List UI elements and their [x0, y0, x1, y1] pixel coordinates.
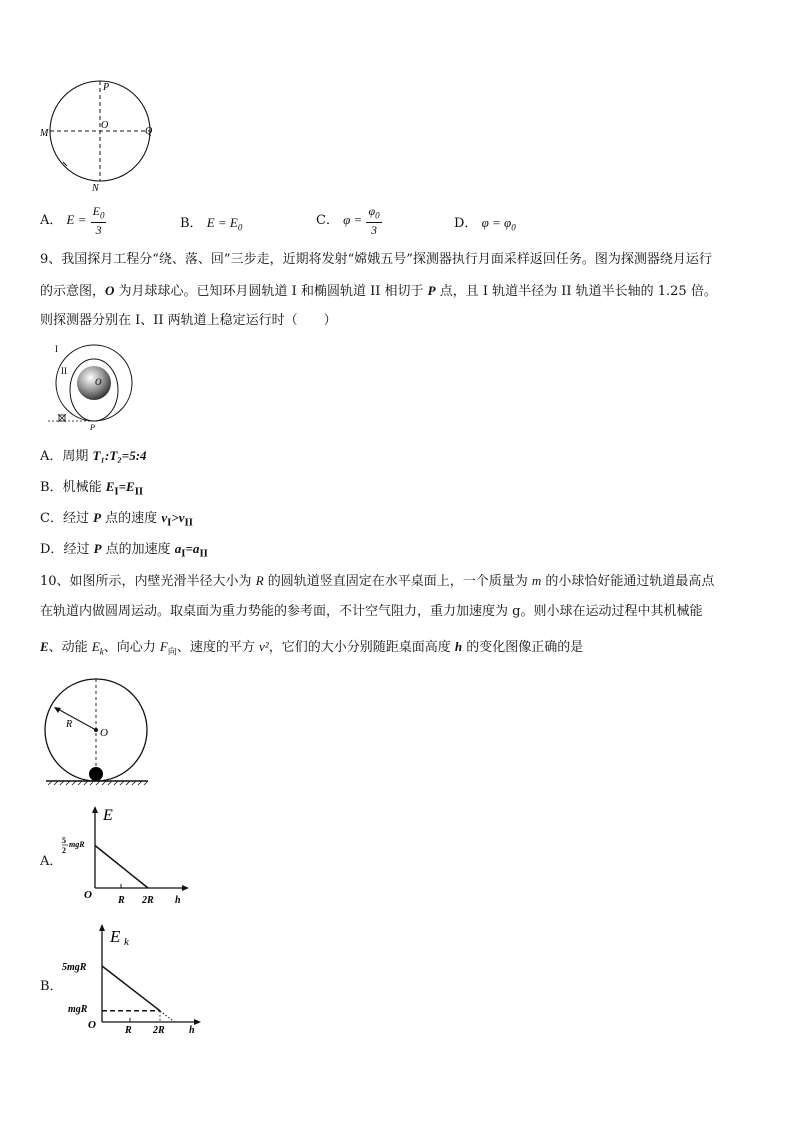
- q8-label-p: P: [103, 82, 110, 93]
- graph-a-x-arrow-icon: [182, 885, 189, 891]
- q8-option-b-expr: E = E: [206, 215, 238, 230]
- q8-option-d: D． $\varphi = \varphi_0$: [454, 215, 516, 233]
- q10-radius-line: [56, 708, 96, 730]
- graph-a-y-label: E: [103, 807, 113, 824]
- q8-option-c-lhs: φ =: [343, 212, 363, 228]
- q10-label-r: R: [66, 719, 73, 730]
- graph-a-letter: A．: [40, 854, 63, 869]
- graph-b-y-tick-5mgr: 5mgR: [62, 962, 87, 973]
- q9-option-a: A．周期 T₁:T₂=5:4: [40, 448, 147, 464]
- graph-a-y-tick: mgR: [69, 840, 85, 849]
- q9-stem-line2: 的示意图，O 为月球球心。已知环月圆轨道 I 和椭圆轨道 II 相切于 P 点，且 I 轨道半径为 II 轨道半长轴的 1.25 倍。: [40, 283, 717, 299]
- graph-b-origin: O: [88, 1019, 96, 1031]
- q8-option-a-letter: A．: [40, 213, 63, 229]
- graph-b-y-tick-mgr: mgR: [68, 1004, 88, 1015]
- q10-stem-line2: 在轨道内做圆周运动。取桌面为重力势能的参考面，不计空气阻力，重力加速度为 g。则小球在运动过程中其机械能: [40, 604, 703, 619]
- q10-stem-line1: 10、如图所示，内壁光滑半径大小为 R 的圆轨道竖直固定在水平桌面上，一个质量为 m 的小球恰好能通过轨道最高点: [40, 573, 715, 589]
- q8-option-c-letter: C．: [316, 213, 339, 229]
- q9-stem-line3: 则探测器分别在 I、II 两轨道上稳定运行时（ ）: [40, 313, 337, 328]
- graph-b-y-label: E: [110, 927, 121, 946]
- q9-stem-line1: 9、我国探月工程分“绕、落、回”三步走，近期将发射“嫦娥五号”探测器执行月面采样返回任务。图为探测器绕月运行: [40, 252, 712, 267]
- q8-label-n: N: [92, 183, 99, 194]
- graph-a: [58, 802, 198, 910]
- q8-option-b: B． $E = E_0$: [180, 215, 243, 233]
- q10-ball: [89, 767, 103, 781]
- q9-label-ii: II: [61, 366, 67, 376]
- graph-b-x-label: h: [189, 1025, 195, 1036]
- graph-a-origin: O: [84, 889, 92, 901]
- q8-option-a-lhs: E =: [66, 212, 87, 228]
- q9-probe-icon: [58, 414, 66, 422]
- graph-a-x-tick-2r: 2R: [142, 895, 154, 906]
- q8-option-c: [316, 204, 382, 237]
- graph-a-x-label: h: [175, 895, 181, 906]
- q9-option-d: D．经过 P 点的加速度 $a_I=a_{II}$: [40, 541, 208, 560]
- graph-b-y-label-sub: k: [124, 936, 129, 948]
- graph-a-y-tick-den: 2: [62, 846, 66, 855]
- q10-stem-line3: E、动能 $E_k$、向心力 $F_向$、速度的平方 v²，它们的大小分别随距桌面高度 h 的变化图像正确的是: [40, 639, 584, 658]
- graph-a-series-line: [95, 846, 148, 889]
- graph-a-x-tick-r: R: [118, 895, 125, 906]
- graph-a-y-arrow-icon: [92, 806, 98, 813]
- q8-label-m: M: [40, 128, 49, 139]
- q8-figure: [35, 78, 170, 196]
- q9-orbit-figure: [44, 340, 144, 432]
- q9-label-i: I: [55, 344, 58, 354]
- q8-option-c-fraction: $\frac{\varphi_0}{3}$: [368, 204, 380, 238]
- q9-label-o: O: [95, 377, 102, 387]
- graph-b-y-arrow-icon: [99, 924, 105, 931]
- q10-center-dot: [94, 728, 98, 732]
- graph-b-series-line: [102, 966, 160, 1011]
- graph-a-y-tick-num: 5: [62, 836, 66, 845]
- q8-label-q: Q: [145, 126, 153, 137]
- q8-option-b-letter: B．: [180, 216, 203, 231]
- graph-b-x-tick-r: R: [125, 1025, 132, 1036]
- graph-b: [58, 918, 208, 1038]
- graph-b-x-tick-2r: 2R: [153, 1025, 165, 1036]
- q9-label-p: P: [90, 423, 95, 432]
- q10-label-o: O: [100, 727, 108, 739]
- q8-option-a-fraction: $\frac{E_0}{3}$: [92, 204, 105, 238]
- graph-b-x-arrow-icon: [194, 1019, 201, 1025]
- q9-option-c: C．经过 P 点的速度 $v_I>v_{II}$: [40, 510, 193, 529]
- q10-track-figure: [36, 672, 156, 790]
- q8-option-a: [40, 204, 106, 237]
- q9-moon: [77, 366, 111, 400]
- q8-label-o: O: [101, 120, 109, 131]
- graph-b-extension-dotted: [160, 1011, 175, 1022]
- q8-option-d-expr: φ = φ: [481, 215, 512, 230]
- graph-b-letter: B．: [40, 979, 63, 994]
- q8-option-d-letter: D．: [454, 216, 478, 231]
- q9-option-b: B．机械能 $E_I=E_{II}$: [40, 479, 144, 498]
